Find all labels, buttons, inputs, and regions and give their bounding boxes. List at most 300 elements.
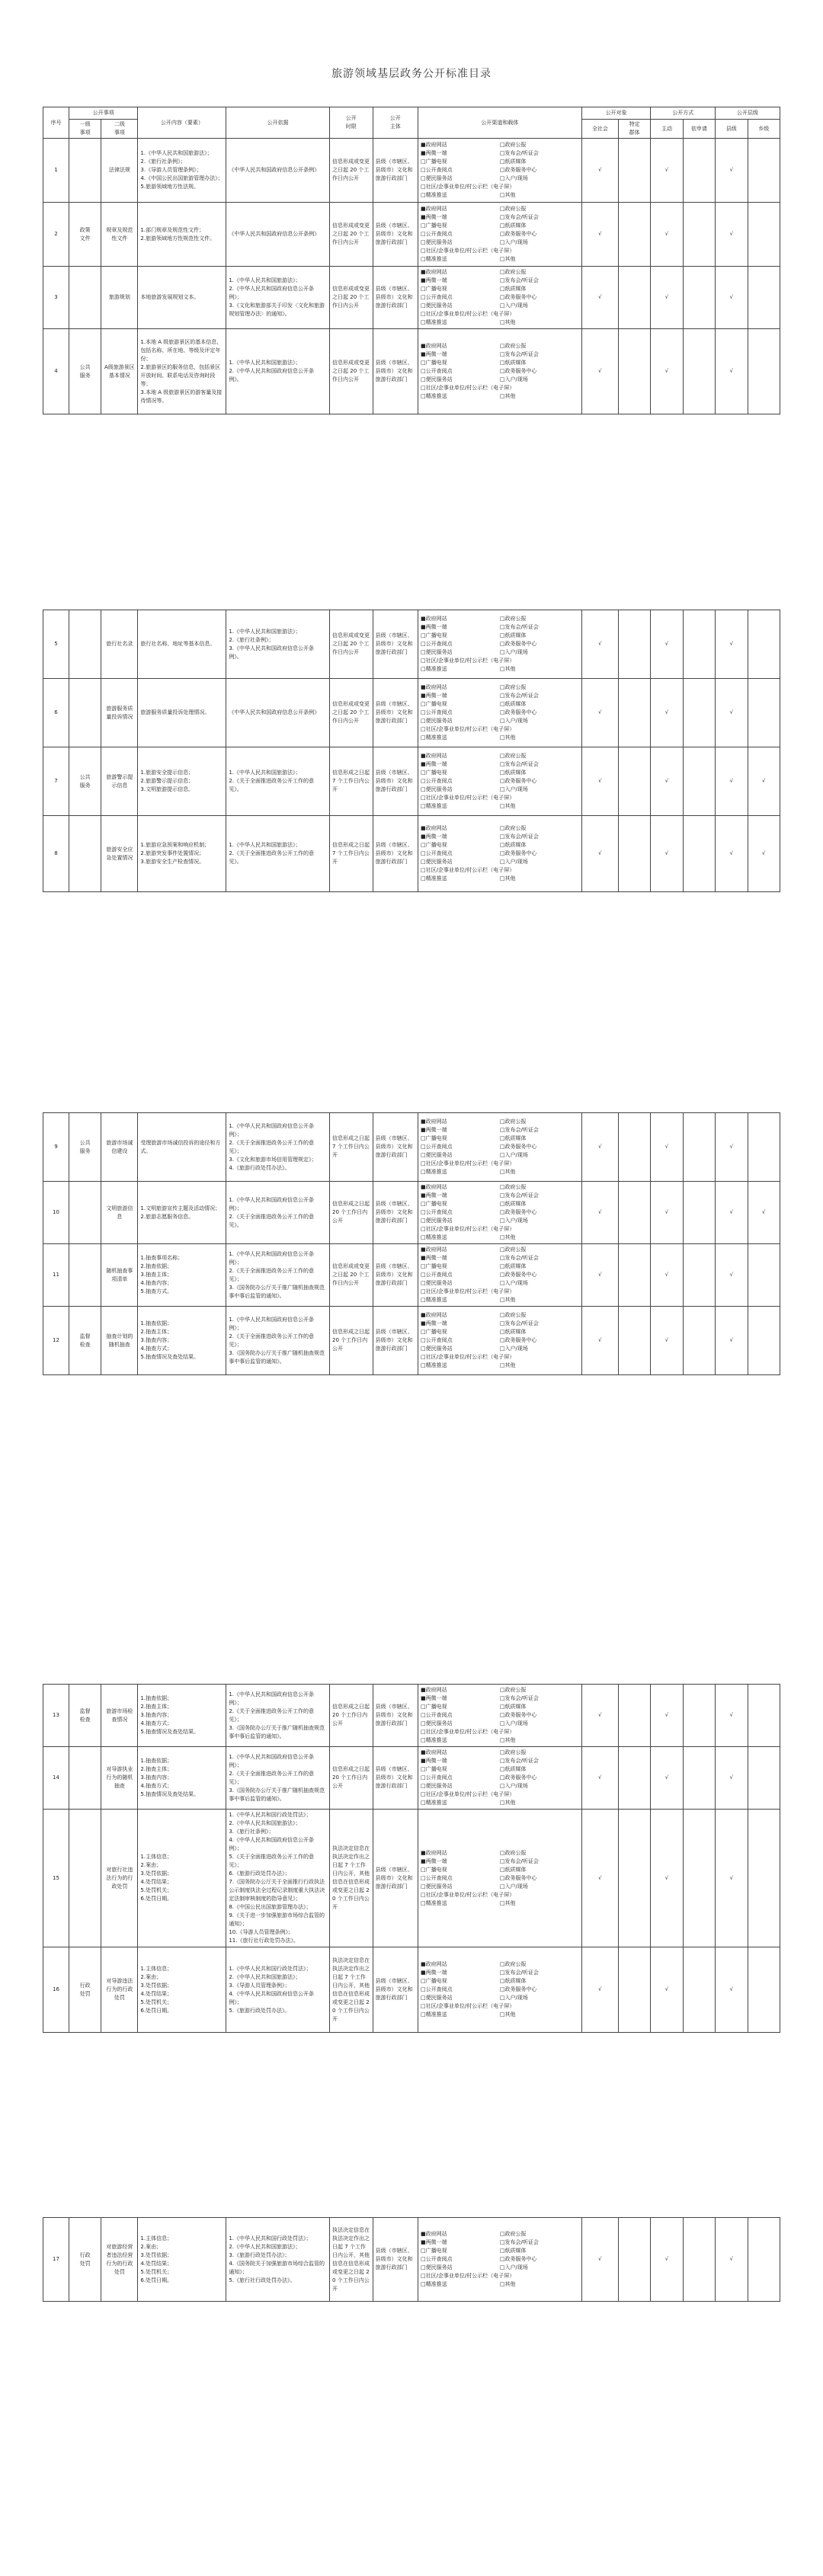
table-row <box>43 1947 780 2033</box>
header-content <box>138 107 226 139</box>
cell-basis <box>226 1747 330 1810</box>
channel-item: □其他 <box>499 1800 516 1806</box>
check-active <box>651 1182 683 1244</box>
cell-level1 <box>69 203 101 267</box>
channel-item: □便民服务站 <box>420 239 453 245</box>
channel-list <box>421 1960 579 2019</box>
cell-level1 <box>69 329 101 414</box>
channel-item: □便民服务站 <box>420 302 453 309</box>
channel-item: □精准推送 <box>420 2281 447 2287</box>
table-row <box>43 1307 780 1375</box>
cell-time-text: 信息形成或变更之日起 20 个工作日内公开 <box>332 222 370 245</box>
cell-content-text: 1.本地 A 级旅游景区的基本信息，包括名称、所在地、等级及评定年份； 2.旅游景区的服务信息，包括景区开放时间、联系电话及咨询时段等； 3.本地 A 级旅游景区的游客量及接待情况等。 <box>140 338 223 404</box>
cell-seq-text: 9 <box>54 1144 58 1150</box>
cell-level1 <box>69 1947 101 2033</box>
channel-item: □政府公报 <box>499 2231 527 2237</box>
check-mark: √ <box>762 778 766 784</box>
cell-basis-text: 1.《中华人民共和国行政处罚法》； 2.《中华人民共和国旅游法》； 3.《旅行社条例》； 4.《中华人民共和国政府信息公开条例》； 5.《关于全面推进政务公开工作的意见》； 6.《旅游行政处罚办法》； 7.《国务院办公厅关于全面推行行政执法公示制度执法全过程记录制度重大执法决定法制审核制度的指导意见》； 8.《中国公民出国旅游管理办法》； 9.《关于进一步加强旅游市场综合监管的通知》； 10.《导游人员管理条例》； 11.《旅行社行政处罚办法》。 <box>229 1812 325 1944</box>
check-specific-group <box>618 1747 650 1810</box>
header-county-text: 县级 <box>725 125 737 132</box>
cell-level2-text: 随机抽查事项清单 <box>106 1267 133 1282</box>
check-mark: √ <box>729 1874 734 1881</box>
check-on-request <box>683 1747 715 1810</box>
header-level1 <box>69 120 101 139</box>
channel-item: □纸质媒体 <box>499 1263 527 1269</box>
channel-item: ■政府网站 <box>420 269 447 275</box>
channel-item: □纸质媒体 <box>499 2248 527 2254</box>
channel-item: □公开查阅点 <box>420 1874 453 1881</box>
channel-item: □广播电视 <box>420 1704 447 1710</box>
check-on-request <box>683 610 715 679</box>
channel-item: □社区/企事业单位/村公示栏（电子屏） <box>420 385 515 391</box>
channel-item: □精准推送 <box>420 803 447 809</box>
check-active <box>651 1810 683 1947</box>
cell-level2 <box>101 747 138 816</box>
check-active <box>651 203 683 267</box>
cell-time <box>330 1307 373 1375</box>
catalog-table <box>43 610 780 892</box>
cell-seq-text: 1 <box>54 167 58 173</box>
channel-item: □入户/现场 <box>499 175 528 181</box>
header-on-request <box>683 120 715 139</box>
cell-channels <box>418 139 581 203</box>
table-row <box>43 1685 780 1747</box>
cell-time <box>330 203 373 267</box>
channel-item: ■两微一端 <box>420 277 447 283</box>
cell-seq-text: 4 <box>54 368 58 374</box>
check-mark: √ <box>729 1986 734 1992</box>
channel-item: □便民服务站 <box>420 786 453 792</box>
cell-time-text: 信息形成或变更之日起 20 个工作日内公开 <box>332 360 370 382</box>
cell-level2-text: 抽查计划的随机抽查 <box>106 1333 133 1348</box>
channel-item: □广播电视 <box>420 1978 447 1984</box>
cell-level1 <box>69 267 101 329</box>
cell-content <box>138 1947 226 2033</box>
cell-subject-text: 县级（市辖区、县级市）文化和旅游行政部门 <box>375 360 413 382</box>
header-basis-text: 公开依据 <box>267 119 289 126</box>
channel-list <box>421 683 579 742</box>
cell-channels <box>418 1947 581 2033</box>
channel-item: ■政府网站 <box>420 206 447 212</box>
channel-item: □公开查阅点 <box>420 1986 453 1992</box>
channel-item: □政府公报 <box>499 1246 527 1253</box>
cell-level2 <box>101 203 138 267</box>
check-mark: √ <box>729 2256 734 2262</box>
channel-item: □精准推送 <box>420 256 447 262</box>
check-specific-group <box>618 1182 650 1244</box>
cell-basis <box>226 747 330 816</box>
cell-channels <box>418 1747 581 1810</box>
cell-content-text: 1.旅游安全提示信息； 2.旅游警示提示信息； 3.文明旅游提示信息。 <box>140 770 194 792</box>
channel-item: □社区/企事业单位/村公示栏（电子屏） <box>420 1354 515 1360</box>
channel-list <box>421 615 579 674</box>
cell-subject-text: 县级（市辖区、县级市）文化和旅游行政部门 <box>375 1329 413 1352</box>
channel-item: □发布会/听证会 <box>499 2239 539 2245</box>
check-mark: √ <box>598 778 602 784</box>
check-mark: √ <box>729 778 734 784</box>
channel-item: □便民服务站 <box>420 649 453 655</box>
check-on-request <box>683 679 715 747</box>
cell-channels <box>418 747 581 816</box>
check-mark: √ <box>598 641 602 647</box>
header-township-text: 乡级 <box>758 125 770 132</box>
channel-item: ■政府网站 <box>420 616 447 622</box>
check-county <box>716 747 748 816</box>
channel-item: □纸质媒体 <box>499 1704 527 1710</box>
channel-item: □其他 <box>499 2281 516 2287</box>
cell-subject <box>373 1182 418 1244</box>
channel-item: □便民服务站 <box>420 859 453 865</box>
cell-channels <box>418 1182 581 1244</box>
check-active <box>651 329 683 414</box>
check-mark: √ <box>729 1774 734 1781</box>
cell-level2 <box>101 139 138 203</box>
channel-item: □广播电视 <box>420 360 447 366</box>
cell-level2-text: 旅游市场检查情况 <box>106 1707 133 1723</box>
header-matter-text: 公开事项 <box>92 110 114 116</box>
channel-item: □其他 <box>499 256 516 262</box>
cell-time-text: 执法决定信息在执法决定作出之日起 7 个工作日内公开，其他信息在信息形成或变更之日起 20 个工作日内公开 <box>332 2226 370 2292</box>
check-mark: √ <box>664 167 669 173</box>
cell-subject-text: 县级（市辖区、县级市）文化和旅游行政部门 <box>375 632 413 655</box>
channel-item: □公开查阅点 <box>420 368 453 374</box>
header-specific-group-text: 特定 群体 <box>629 121 640 136</box>
catalog-table <box>43 1684 780 2033</box>
check-township <box>748 329 780 414</box>
channel-item: □政务服务中心 <box>499 368 537 374</box>
channel-item: ■两微一端 <box>420 214 447 220</box>
header-specific-group <box>618 120 650 139</box>
header-township <box>748 120 780 139</box>
cell-level1 <box>69 816 101 892</box>
check-county <box>716 1307 748 1375</box>
cell-content <box>138 679 226 747</box>
check-specific-group <box>618 747 650 816</box>
check-all-society <box>581 267 618 329</box>
channel-item: ■政府网站 <box>420 1849 447 1856</box>
channel-item: □其他 <box>499 803 516 809</box>
check-on-request <box>683 329 715 414</box>
catalog-table <box>43 1112 780 1375</box>
cell-level2-text: 对旅行社违法行为的行政处罚 <box>106 1866 133 1890</box>
cell-subject-text: 县级（市辖区、县级市）文化和旅游行政部门 <box>375 1201 413 1224</box>
cell-subject <box>373 1685 418 1747</box>
check-on-request <box>683 1810 715 1947</box>
check-active <box>651 1947 683 2033</box>
check-mark: √ <box>729 1209 734 1215</box>
channel-item: □政务服务中心 <box>499 294 537 300</box>
channel-item: □纸质媒体 <box>499 842 527 848</box>
cell-level2-text: 对导游违法行为的行政处罚 <box>106 1978 133 2001</box>
check-mark: √ <box>729 167 734 173</box>
channel-item: □入户/现场 <box>499 718 528 724</box>
check-county <box>716 1747 748 1810</box>
cell-subject <box>373 1307 418 1375</box>
channel-item: □政府公报 <box>499 753 527 759</box>
check-county <box>716 2218 748 2302</box>
channel-item: □其他 <box>499 734 516 741</box>
cell-seq <box>43 329 69 414</box>
check-active <box>651 1307 683 1375</box>
channel-item: □精准推送 <box>420 1297 447 1303</box>
cell-level2 <box>101 679 138 747</box>
check-mark: √ <box>664 2256 669 2262</box>
channel-item: ■两微一端 <box>420 1127 447 1133</box>
cell-content <box>138 139 226 203</box>
channel-item: □社区/企事业单位/村公示栏（电子屏） <box>420 1891 515 1898</box>
cell-subject <box>373 329 418 414</box>
channel-item: □其他 <box>499 1234 516 1240</box>
cell-level1 <box>69 1810 101 1947</box>
channel-item: ■两微一端 <box>420 2239 447 2245</box>
check-specific-group <box>618 1947 650 2033</box>
cell-time <box>330 1685 373 1747</box>
cell-basis <box>226 1947 330 2033</box>
check-mark: √ <box>664 1272 669 1278</box>
cell-level1-text: 公共 服务 <box>79 363 91 379</box>
cell-level2-text: 旅行社名录 <box>106 641 133 647</box>
cell-subject <box>373 139 418 203</box>
channel-item: □广播电视 <box>420 158 447 165</box>
cell-content-text: 1.文明旅游宣传主题及活动情况； 2.旅游志愿服务信息。 <box>140 1205 221 1220</box>
page-title: 旅游领域基层政务公开标准目录 <box>331 68 492 80</box>
check-mark: √ <box>598 1272 602 1278</box>
cell-channels <box>418 1685 581 1747</box>
cell-level1-text: 公共 服务 <box>79 1139 91 1154</box>
channel-item: □政务服务中心 <box>499 1337 537 1343</box>
cell-time-text: 执法决定信息在执法决定作出之日起 7 个工作日内公开，其他信息在信息形成或变更之日起 20 个工作日内公开 <box>332 1845 370 1910</box>
cell-channels <box>418 816 581 892</box>
check-on-request <box>683 747 715 816</box>
cell-seq-text: 11 <box>53 1272 59 1278</box>
channel-item: □其他 <box>499 1297 516 1303</box>
cell-time <box>330 267 373 329</box>
cell-basis-text: 1.《中华人民共和国行政处罚法》； 2.《中华人民共和国旅游法》； 3.《导游人员管理条例》； 4.《中华人民共和国政府信息公开条例》； 5.《旅游行政处罚办法》。 <box>229 1965 314 2014</box>
cell-subject-text: 县级（市辖区、县级市）文化和旅游行政部门 <box>375 1766 413 1789</box>
channel-item: ■两微一端 <box>420 150 447 156</box>
cell-level2-text: 对旅游经营者违法经营行为的行政处罚 <box>106 2243 133 2275</box>
check-on-request <box>683 1113 715 1182</box>
cell-time-text: 信息形成或变更之日起 20 个工作日内公开 <box>332 632 370 655</box>
header-level2 <box>101 120 138 139</box>
channel-item: □政府公报 <box>499 1961 527 1967</box>
catalog-block <box>43 1684 780 2033</box>
check-township <box>748 139 780 203</box>
check-township <box>748 816 780 892</box>
channel-item: □发布会/听证会 <box>499 1320 539 1326</box>
check-township <box>748 747 780 816</box>
channel-item: ■两微一端 <box>420 693 447 699</box>
cell-level1-text: 公共 服务 <box>79 773 91 789</box>
channel-item: □精准推送 <box>420 2011 447 2018</box>
cell-seq-text: 5 <box>54 641 58 647</box>
cell-seq-text: 2 <box>54 231 58 237</box>
channel-item: □纸质媒体 <box>499 701 527 707</box>
cell-time <box>330 610 373 679</box>
channel-item: □政务服务中心 <box>499 1272 537 1278</box>
channel-item: ■政府网站 <box>420 684 447 690</box>
cell-channels <box>418 203 581 267</box>
check-mark: √ <box>598 231 602 237</box>
channel-item: □入户/现场 <box>499 239 528 245</box>
cell-subject <box>373 267 418 329</box>
header-level2-text: 二级 事项 <box>114 121 125 136</box>
check-active <box>651 1113 683 1182</box>
cell-time-text: 执法决定信息在执法决定作出之日起 7 个工作日内公开，其他信息在信息形成或变更之日起 20 个工作日内公开 <box>332 1957 370 2022</box>
channel-item: ■政府网站 <box>420 1246 447 1253</box>
check-all-society <box>581 139 618 203</box>
channel-item: □公开查阅点 <box>420 231 453 237</box>
cell-subject <box>373 747 418 816</box>
channel-item: □便民服务站 <box>420 1720 453 1726</box>
channel-item: □纸质媒体 <box>499 1135 527 1141</box>
check-specific-group <box>618 203 650 267</box>
cell-seq-text: 7 <box>54 778 58 784</box>
channel-item: □政务服务中心 <box>499 1712 537 1718</box>
channel-item: □发布会/听证会 <box>499 1192 539 1198</box>
channel-item: □发布会/听证会 <box>499 693 539 699</box>
cell-content-text: 本地旅游发展规划文本。 <box>140 294 200 300</box>
channel-item: ■政府网站 <box>420 825 447 831</box>
check-county <box>716 1810 748 1947</box>
channel-item: □便民服务站 <box>420 1152 453 1158</box>
channel-item: □其他 <box>499 2011 516 2018</box>
cell-seq <box>43 1113 69 1182</box>
channel-item: □政务服务中心 <box>499 2256 537 2262</box>
check-mark: √ <box>664 1874 669 1881</box>
cell-seq-text: 6 <box>54 709 58 715</box>
cell-time-text: 信息形成或变更之日起 20 个工作日内公开 <box>332 286 370 309</box>
channel-item: □发布会/听证会 <box>499 1695 539 1701</box>
channel-item: □公开查阅点 <box>420 1272 453 1278</box>
channel-item: □广播电视 <box>420 1263 447 1269</box>
channel-item: □纸质媒体 <box>499 1201 527 1207</box>
channel-item: □其他 <box>499 393 516 399</box>
channel-item: □精准推送 <box>420 666 447 672</box>
cell-subject <box>373 610 418 679</box>
check-mark: √ <box>729 231 734 237</box>
channel-item: ■两微一端 <box>420 1695 447 1701</box>
header-time <box>330 107 373 139</box>
check-mark: √ <box>729 1337 734 1343</box>
cell-channels <box>418 329 581 414</box>
cell-level1 <box>69 610 101 679</box>
check-all-society <box>581 1947 618 2033</box>
header-active <box>651 120 683 139</box>
cell-seq-text: 10 <box>53 1209 59 1215</box>
channel-item: □便民服务站 <box>420 1995 453 2001</box>
header-on-request-text: 依申请 <box>690 125 707 132</box>
check-mark: √ <box>729 1712 734 1718</box>
cell-seq <box>43 1307 69 1375</box>
cell-level2 <box>101 1810 138 1947</box>
cell-level1 <box>69 1747 101 1810</box>
cell-seq <box>43 2218 69 2302</box>
check-specific-group <box>618 610 650 679</box>
cell-time <box>330 329 373 414</box>
cell-basis-text: 《中华人民共和国政府信息公开条例》 <box>229 167 320 173</box>
channel-list <box>421 2230 579 2289</box>
channel-item: □政府公报 <box>499 142 527 148</box>
table-row <box>43 679 780 747</box>
cell-content-text: 1.主体信息； 2.案由； 3.处罚依据； 4.处罚结果； 5.处罚机关； 6.处罚日期。 <box>140 1854 173 1902</box>
cell-content <box>138 1307 226 1375</box>
header-all-society <box>581 120 618 139</box>
check-all-society <box>581 610 618 679</box>
cell-basis-text: 1.《中华人民共和国政府信息公开条例》； 2.《关于全面推进政务公开工作的意见》； 3.《国务院办公厅关于推广随机抽查规范事中事后监管的通知》。 <box>229 1250 325 1299</box>
cell-level2 <box>101 1685 138 1747</box>
cell-basis <box>226 139 330 203</box>
catalog-block <box>43 1112 780 1375</box>
check-active <box>651 747 683 816</box>
check-mark: √ <box>664 231 669 237</box>
channel-item: □便民服务站 <box>420 1346 453 1352</box>
channel-item: □便民服务站 <box>420 1218 453 1224</box>
check-county <box>716 1947 748 2033</box>
cell-seq <box>43 203 69 267</box>
check-mark: √ <box>598 1986 602 1992</box>
cell-content-text: 1.旅游应急预案和响应机制； 2.旅游突发事件处置情况； 3.旅游安全生产检查情况。 <box>140 842 210 865</box>
cell-basis <box>226 1244 330 1307</box>
header-mode <box>651 107 716 120</box>
cell-subject <box>373 1947 418 2033</box>
cell-basis <box>226 1685 330 1747</box>
check-county <box>716 1182 748 1244</box>
channel-item: □纸质媒体 <box>499 1766 527 1772</box>
check-county <box>716 610 748 679</box>
cell-seq <box>43 816 69 892</box>
cell-basis <box>226 1307 330 1375</box>
channel-item: □政务服务中心 <box>499 1986 537 1992</box>
channel-item: □政府公报 <box>499 1687 527 1693</box>
channel-item: □其他 <box>499 666 516 672</box>
check-specific-group <box>618 1810 650 1947</box>
cell-seq-text: 16 <box>53 1986 59 1992</box>
cell-content-text: 受理旅游市场诚信投诉的途径和方式。 <box>140 1139 221 1154</box>
catalog-block <box>43 2217 780 2302</box>
check-county <box>716 1244 748 1307</box>
cell-content <box>138 610 226 679</box>
channel-list <box>421 752 579 811</box>
cell-level2-text: 旅游规划 <box>108 294 130 300</box>
check-mark: √ <box>598 709 602 715</box>
channel-item: □发布会/听证会 <box>499 1127 539 1133</box>
cell-content <box>138 1113 226 1182</box>
cell-content <box>138 2218 226 2302</box>
cell-subject <box>373 679 418 747</box>
cell-seq-text: 14 <box>53 1774 59 1781</box>
cell-content <box>138 1810 226 1947</box>
channel-list <box>421 342 579 401</box>
cell-basis <box>226 329 330 414</box>
cell-level2 <box>101 1747 138 1810</box>
check-mark: √ <box>664 368 669 374</box>
cell-subject <box>373 1244 418 1307</box>
cell-content-text: 1.《中华人民共和国旅游法》； 2.《旅行社条例》； 3.《导游人员管理条例》； 4.《中国公民出国旅游管理办法》； 5.旅游领域地方性法规。 <box>140 150 223 190</box>
catalog-block <box>43 107 780 414</box>
check-all-society <box>581 329 618 414</box>
cell-level2-text: A级旅游景区基本情况 <box>104 363 135 379</box>
cell-seq <box>43 1685 69 1747</box>
channel-item: ■政府网站 <box>420 1312 447 1318</box>
cell-content <box>138 203 226 267</box>
cell-seq-text: 8 <box>54 850 58 856</box>
channel-item: □入户/现场 <box>499 376 528 382</box>
check-all-society <box>581 816 618 892</box>
channel-item: □公开查阅点 <box>420 294 453 300</box>
channel-item: □纸质媒体 <box>499 770 527 776</box>
header-subject-text: 公开 主体 <box>389 115 401 130</box>
